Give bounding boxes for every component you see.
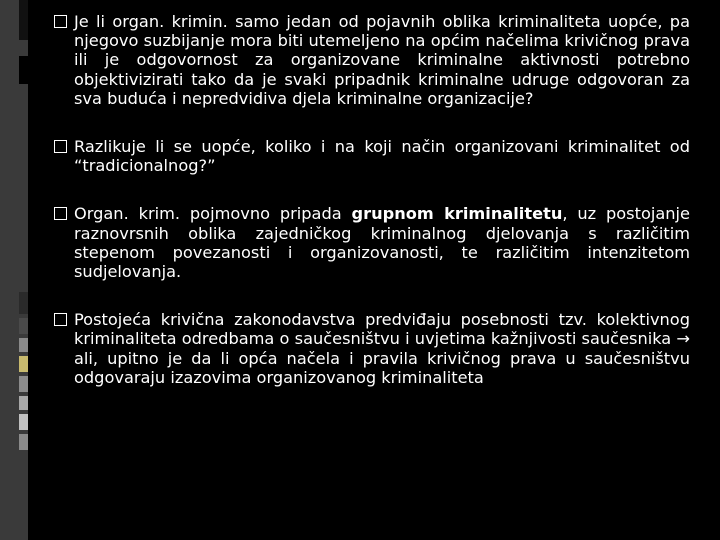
bullet-text: Postojeća krivična zakonodavstva predviđaju posebnosti tzv. kolektivnog kriminaliteta odredbama o saučesništvu i uvjetima kažnjivosti saučesnika → ali, upitno je da li opća načela i pravila krivičnog prava u saučesništvu odgovaraju izazovima organizovanog kriminaliteta bbox=[74, 310, 690, 387]
bullet-marker-icon bbox=[54, 15, 67, 28]
bullet-item bbox=[54, 204, 690, 281]
accent-box bbox=[19, 434, 28, 450]
accent-box bbox=[19, 56, 28, 84]
bullet-text: Razlikuje li se uopće, koliko i na koji način organizovani kriminalitet od “tradicionalnog?” bbox=[74, 137, 690, 176]
bullet-text-after: , uz postojanje raznovrsnih oblika zajedničkog kriminalnog djelovanja s različitim stepenom povezanosti i organizovanosti, te različitim intenzitetom sudjelovanja. bbox=[74, 204, 690, 282]
bullet-item bbox=[54, 310, 690, 387]
accent-box bbox=[19, 376, 28, 392]
bullet-item bbox=[54, 137, 690, 175]
bullet-text: Je li organ. krimin. samo jedan od pojavnih oblika kriminaliteta uopće, pa njegovo suzbijanje mora biti utemeljeno na općim načelima krivičnog prava ili je odgovornost za organizovane kriminalne aktivnosti potrebno objektivizirati tako da je svaki pripadnik kriminalne udruge odgovoran za sva buduća i nepredvidiva djela kriminalne organizacije? bbox=[74, 12, 690, 108]
accent-box bbox=[19, 338, 28, 352]
bullet-marker-icon bbox=[54, 140, 67, 153]
bullet-marker-icon bbox=[54, 207, 67, 220]
accent-box bbox=[19, 0, 28, 40]
bullet-text-bold: grupnom kriminalitetu bbox=[351, 204, 563, 224]
bullet-list bbox=[54, 12, 690, 416]
bullet-marker-icon bbox=[54, 313, 67, 326]
accent-box bbox=[19, 356, 28, 372]
accent-box bbox=[19, 318, 28, 334]
bullet-text-before: Organ. krim. pojmovno pripada bbox=[74, 204, 352, 224]
accent-box bbox=[19, 292, 28, 314]
bullet-item bbox=[54, 12, 690, 108]
left-decorative-bar bbox=[0, 0, 28, 540]
accent-box bbox=[19, 396, 28, 410]
accent-box bbox=[19, 414, 28, 430]
